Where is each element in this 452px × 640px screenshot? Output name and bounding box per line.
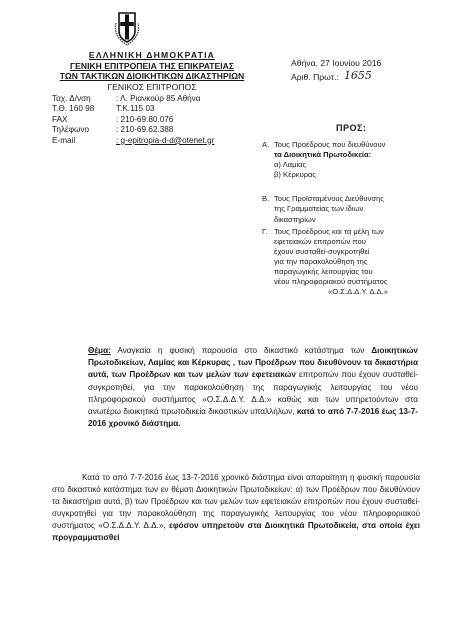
protocol-number: 1655: [343, 69, 372, 82]
header-line-courts: ΤΩΝ ΤΑΚΤΙΚΩΝ ΔΙΟΙΚΗΤΙΚΩΝ ΔΙΚΑΣΤΗΡΙΩΝ: [59, 71, 245, 82]
body-text-bold: εφόσον υπηρετούν στα Διοικητικά Πρωτοδικεία, στα οποία έχει προγραμματισθεί: [52, 521, 420, 543]
recipient-text: για την παρακολούθηση της: [274, 256, 368, 266]
recipient-marker: Β.: [262, 194, 270, 204]
recipient-a: [262, 140, 442, 180]
contact-key: FAX: [52, 114, 68, 124]
recipient-text: παραγωγικής λειτουργίας του: [274, 267, 373, 277]
recipient-text: έχουν συσταθεί-συγκροτηθεί: [274, 246, 370, 256]
recipient-marker: Γ.: [262, 226, 268, 236]
contact-value: : 210-69.62.388: [116, 125, 174, 135]
recipient-text-system: «Ο.Σ.Δ.Δ.Υ. Δ.Δ.»: [328, 287, 388, 297]
subject-text: Αναγκαία η φυσική παρουσία στο δικαστικό κατάστημα των: [110, 346, 372, 355]
header-line-republic: ΕΛΛΗΝΙΚΗ ΔΗΜΟΚΡΑΤΙΑ: [88, 50, 216, 60]
contact-value: Τ.Κ.115 03: [116, 104, 155, 114]
contact-row: [52, 104, 214, 114]
recipient-text: της Γραμματείας των ίδιων: [274, 204, 364, 214]
recipients-list: [262, 140, 442, 306]
contact-key: Τ.Θ. 160 98: [52, 104, 95, 114]
greek-emblem-icon: [109, 9, 145, 47]
contact-row: [52, 94, 214, 104]
contact-value: : Λ. Ριανκούρ 85 Αθήνα: [116, 94, 201, 103]
recipient-sub-item: α) Λαμίας: [274, 160, 307, 170]
recipient-text: εφετειακών επιτροπών που: [274, 236, 366, 246]
header-line-commissioner: ΓΕΝΙΚΟΣ ΕΠΙΤΡΟΠΟΣ: [107, 81, 197, 92]
recipient-sub-item: β) Κέρκυρας: [274, 170, 317, 180]
contact-value: : 210-69.80.076: [116, 114, 174, 124]
recipient-text: Τους Προέδρους που διευθύνουν: [274, 140, 386, 149]
body-paragraph: [52, 472, 420, 545]
contact-row: [52, 125, 214, 135]
to-label: ΠΡΟΣ:: [336, 123, 367, 133]
body-text: Κατά το από 7-7-2016 έως 13-7-2016 χρονικό διάστημα είναι απαραίτητη η φυσική παρουσία στο δικαστικό κατάστημα των εν θέματι Διοικητικών Πρωτοδικείων: α) των Προέδρων που διευθύνουν τα δικαστήρια αυτά, β) των Προέδρων και των μελών των εφετειακών επιτροπών που έχουν συσταθεί-συγκροτηθεί για την παρακολούθηση της παραγωγικής λειτουργίας του νέου πληροφοριακού συστήματος «Ο.Σ.Δ.Δ.Υ. Δ.Δ.»,: [52, 473, 420, 531]
subject-label: Θέμα:: [88, 346, 111, 355]
contact-row: [52, 115, 214, 125]
subject-text-bold: κατά το από 7-7-2016 έως 13-7-2016 χρονικό διάστημα.: [88, 407, 418, 429]
contact-key: Τηλέφωνο: [52, 125, 90, 135]
recipient-text-bold: τα Διοικητικά Πρωτοδικεία:: [274, 150, 372, 160]
recipient-text: Τους Προέδρους και τα μέλη των: [274, 226, 384, 236]
protocol-line: [291, 69, 372, 82]
recipient-text: δικαστηρίων: [274, 214, 316, 224]
subject-text: επιτροπών που έχουν συσταθεί-συγκροτηθεί, για την παρακολούθηση της παραγωγικής λειτουργίας του νέου πληροφοριακού συστήματος «Ο.Σ.Δ.Δ.Υ. Δ.Δ.» καθώς και των υπηρετούντων στα ανωτέρω διοικητικά πρωτοδικεία δικαστικών υπαλλήλων,: [88, 370, 418, 417]
contact-key: E-mail: [52, 135, 76, 145]
contact-key: Ταχ. Δ/νση: [52, 94, 91, 103]
issuer-header: [52, 50, 252, 92]
contact-block: [52, 94, 214, 146]
recipient-text: Τους Προϊσταμένους Διεύθυνσης: [274, 194, 384, 204]
recipient-c: [262, 227, 442, 298]
contact-row: [52, 136, 214, 146]
header-line-commission: ΓΕΝΙΚΗ ΕΠΙΤΡΟΠΕΙΑ ΤΗΣ ΕΠΙΚΡΑΤΕΙΑΣ: [69, 60, 235, 71]
email-link[interactable]: : g-epitropia-d-d@otenet.gr: [116, 135, 215, 145]
recipient-marker: Α.: [262, 140, 270, 149]
subject-paragraph: [88, 345, 418, 430]
date-line: Αθήνα, 27 Ιουνίου 2016: [291, 58, 382, 68]
subject-text-bold: Διοικητικών Πρωτοδικείων, Λαμίας και Κέρκυρας , των Προέδρων που διευθύνουν τα δικαστήρια αυτά, των Προέδρων και των μελών των εφετειακών: [88, 346, 418, 380]
recipient-b: [262, 194, 442, 224]
recipient-text: νέου πληροφοριακού συστήματος: [274, 277, 388, 287]
protocol-label: Αριθ. Πρωτ.:: [291, 72, 339, 82]
